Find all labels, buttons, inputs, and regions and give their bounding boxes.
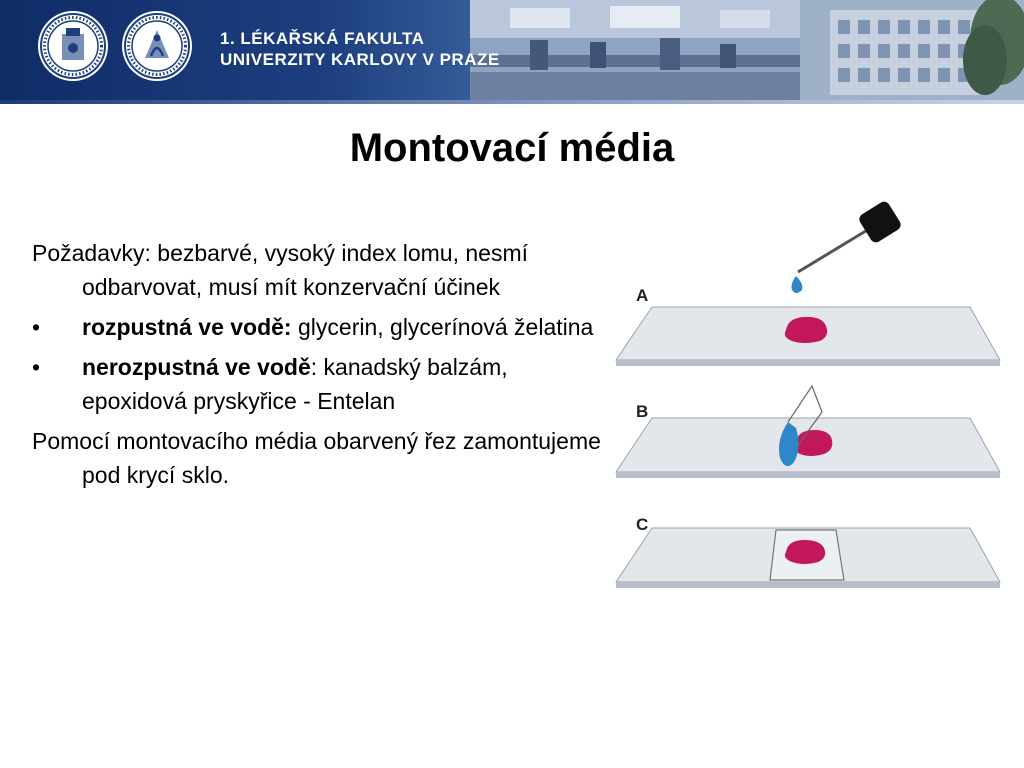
header-banner xyxy=(0,0,1024,100)
panel-label-a: A xyxy=(636,286,649,305)
bullet-term: rozpustná ve vodě: xyxy=(82,314,292,340)
faculty-name-line2: UNIVERZITY KARLOVY V PRAZE xyxy=(220,50,500,69)
glass-slide-edge xyxy=(616,582,1000,588)
panel-label-c: C xyxy=(636,515,649,534)
glass-slide-edge xyxy=(616,472,1000,478)
panel-a xyxy=(616,199,1000,366)
header-divider xyxy=(0,100,1024,104)
bullet-marker: • xyxy=(32,354,41,380)
faculty-name-line1: 1. LÉKAŘSKÁ FAKULTA xyxy=(220,29,425,48)
bullet-text: : kanadský balzám, epoxidová pryskyřice - Entelan xyxy=(82,354,508,414)
drop-icon xyxy=(792,276,803,293)
glass-slide-edge xyxy=(616,360,1000,366)
bullet-item-water-insoluble xyxy=(32,350,602,418)
panel-b xyxy=(616,386,1000,478)
bullet-item-water-soluble xyxy=(32,310,602,344)
faculty-name xyxy=(220,28,500,70)
laboratory-photo xyxy=(470,0,1024,100)
panel-label-b: B xyxy=(636,402,649,421)
slide-title: Montovací média xyxy=(349,126,675,170)
bullet-marker: • xyxy=(32,314,41,340)
dropper-tube xyxy=(798,226,874,272)
requirements-paragraph: Požadavky: bezbarvé, vysoký index lomu, nesmí odbarvovat, musí mít konzervační účinek xyxy=(32,240,529,300)
bullet-text: glycerin, glycerínová želatina xyxy=(291,314,594,340)
mounting-illustration xyxy=(610,190,1010,600)
dropper-bulb-icon xyxy=(857,199,903,244)
slide-content xyxy=(32,236,602,498)
faculty-seal-icon xyxy=(121,10,193,82)
panel-c xyxy=(616,515,1000,588)
bullet-term: nerozpustná ve vodě xyxy=(82,354,311,380)
tissue-section-icon xyxy=(785,540,825,564)
university-seal-icon xyxy=(37,10,109,82)
closing-paragraph: Pomocí montovacího média obarvený řez zamontujeme pod krycí sklo. xyxy=(32,428,601,488)
